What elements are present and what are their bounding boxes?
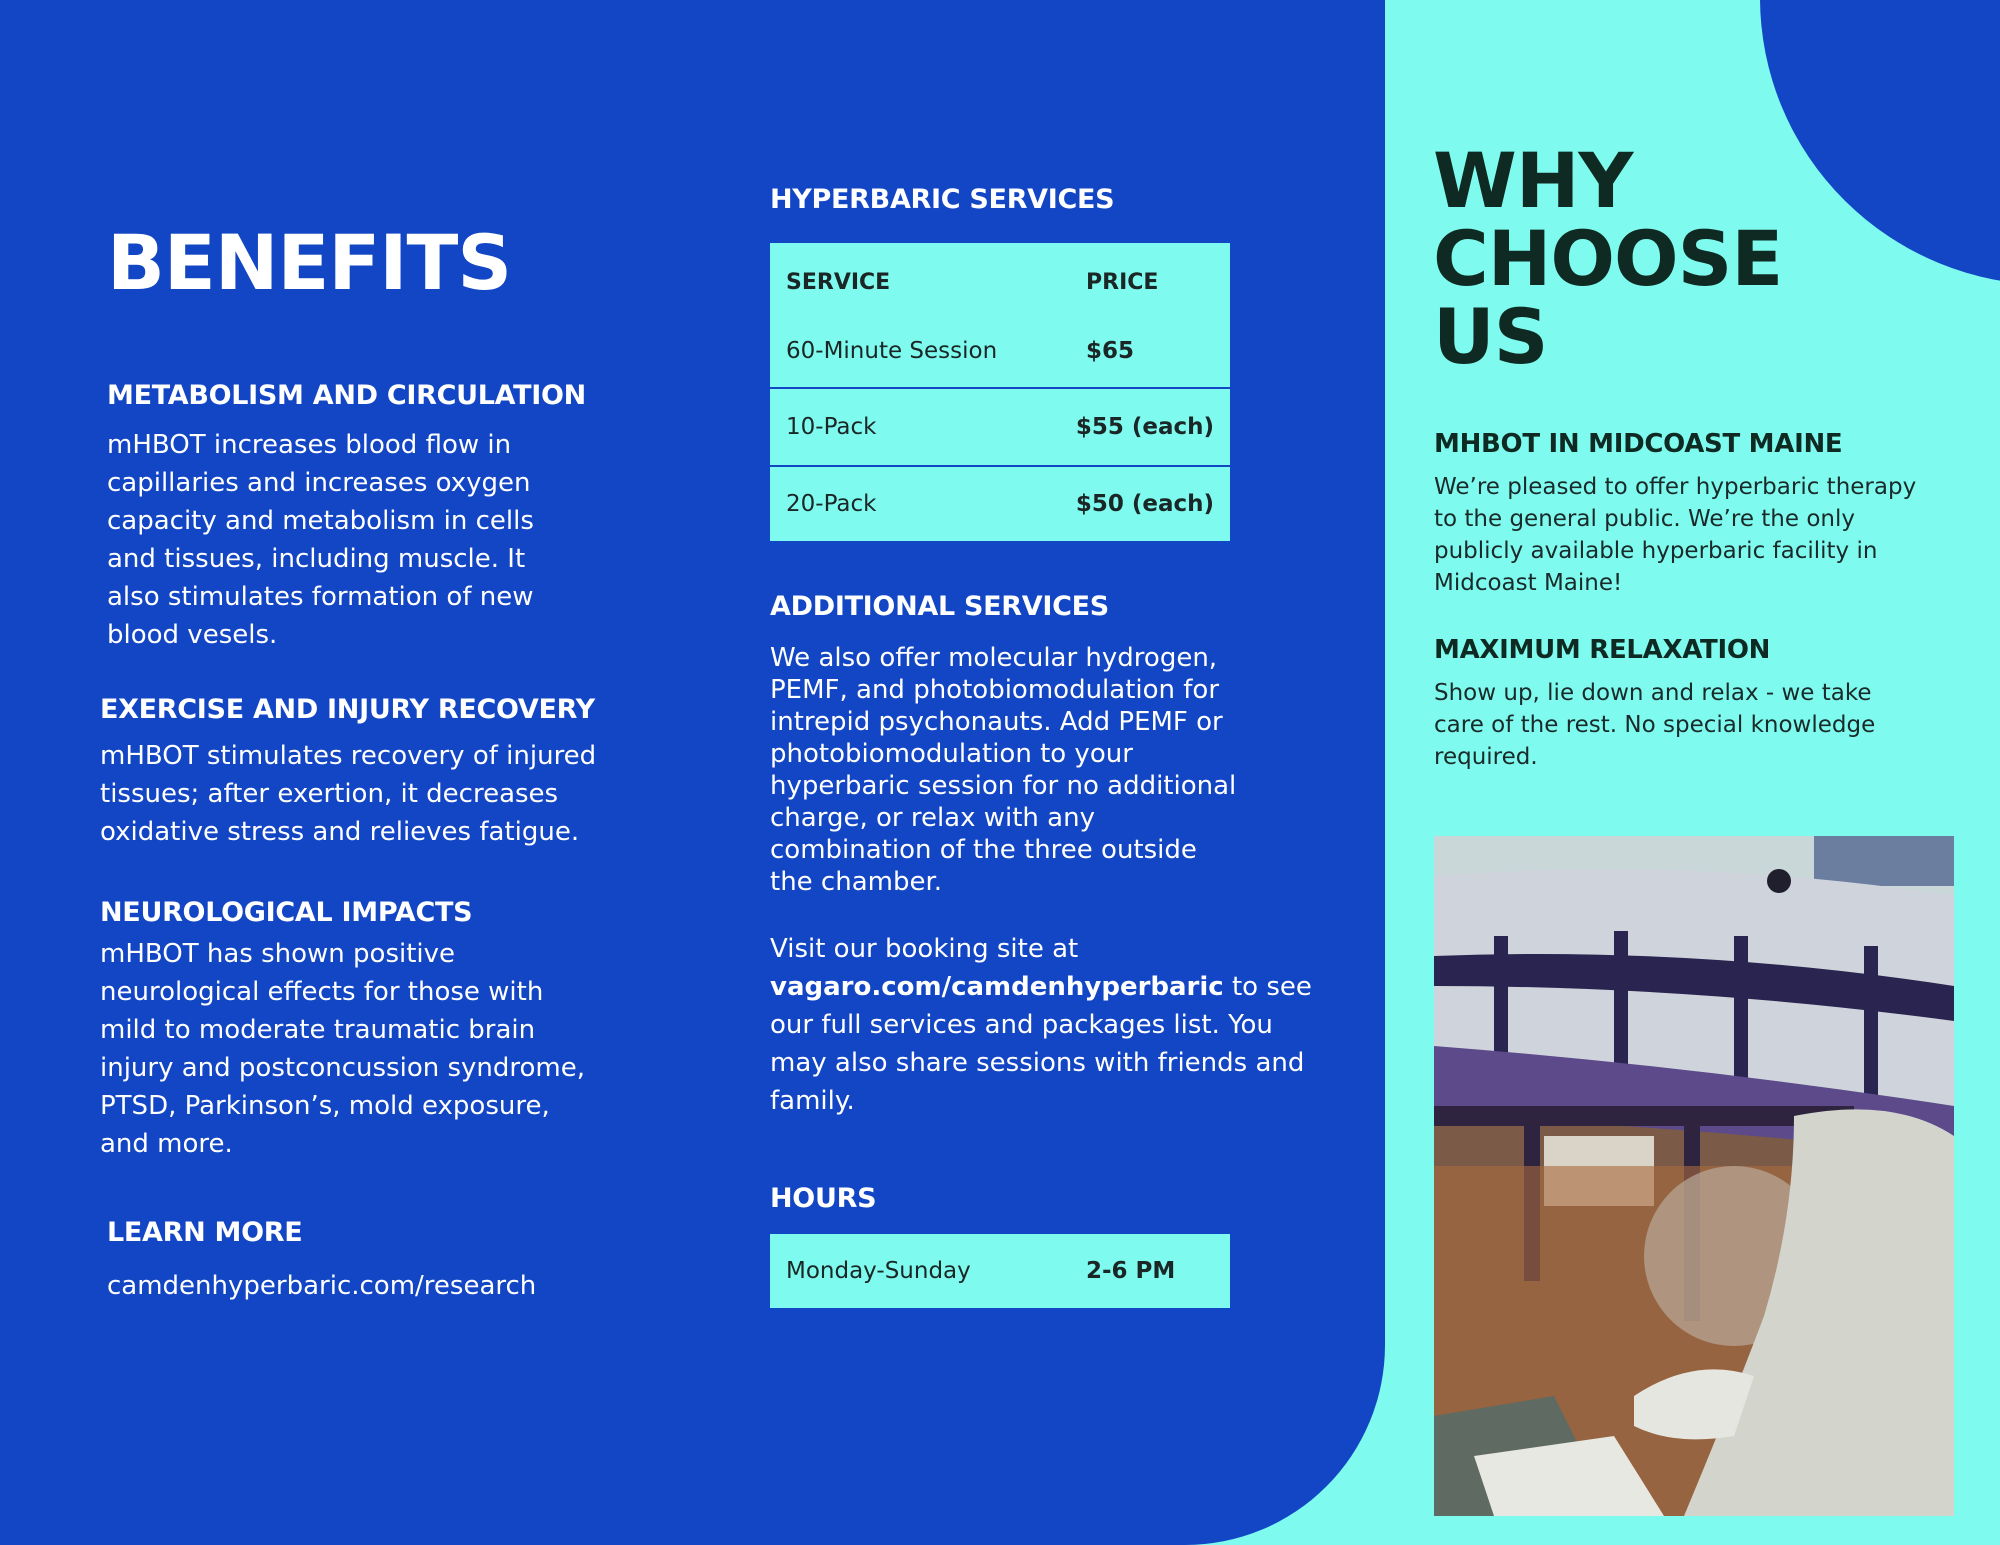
hours-heading: HOURS [770, 1183, 877, 1214]
additional-services-heading: ADDITIONAL SERVICES [770, 591, 1109, 622]
table-header-row [770, 243, 1230, 321]
service-price: $65 [1086, 338, 1135, 364]
neurological-body: mHBOT has shown positive neurological effects for those with mild to moderate traumatic brain injury and postconcussion syndrome, PTSD, Parkinson’s, mold exposure, and more. [100, 939, 586, 1159]
why-choose-us-title: WHY CHOOSE US [1433, 136, 1783, 381]
neurological-heading: NEUROLOGICAL IMPACTS [100, 897, 473, 928]
hours-time: 2-6 PM [1086, 1258, 1176, 1284]
service-name: 60-Minute Session [786, 338, 998, 364]
service-price: $55 (each) [1075, 414, 1214, 440]
relaxation-heading: MAXIMUM RELAXATION [1434, 635, 1771, 665]
service-column-header: SERVICE [786, 269, 891, 295]
relaxation-body: Show up, lie down and relax - we take care of the rest. No special knowledge required. [1434, 680, 1876, 770]
booking-paragraph [770, 930, 1330, 1120]
booking-prefix: Visit our booking site at [770, 934, 1079, 964]
services-price-table [770, 243, 1230, 541]
service-name: 20-Pack [786, 491, 877, 517]
hyperbaric-chamber-photo [1434, 836, 1954, 1516]
metabolism-heading: METABOLISM AND CIRCULATION [107, 380, 586, 411]
chamber-photo-icon [1434, 836, 1954, 1516]
table-row [770, 387, 1230, 465]
learn-more-heading: LEARN MORE [107, 1217, 303, 1248]
hours-row [770, 1234, 1230, 1308]
table-row [770, 465, 1230, 541]
benefits-title: BENEFITS [107, 218, 512, 307]
hyperbaric-services-heading: HYPERBARIC SERVICES [770, 184, 1115, 215]
additional-services-body: We also offer molecular hydrogen, PEMF, and photobiomodulation for intrepid psychonauts. Add PEMF or photobiomodulation to your hyperbaric session for no additional charge, or relax with any combination of the three outside the chamber. [770, 643, 1237, 897]
booking-link[interactable]: vagaro.com/camdenhyperbaric [770, 972, 1224, 1002]
service-price: $50 (each) [1075, 491, 1214, 517]
service-name: 10-Pack [786, 414, 877, 440]
hours-days: Monday-Sunday [786, 1258, 971, 1284]
research-link[interactable]: camdenhyperbaric.com/research [107, 1271, 537, 1301]
midcoast-heading: MHBOT IN MIDCOAST MAINE [1434, 429, 1843, 459]
metabolism-body: mHBOT increases blood flow in capillaries and increases oxygen capacity and metabolism in cells and tissues, including muscle. It also stimulates formation of new blood vesels. [107, 430, 534, 650]
hours-table [770, 1234, 1230, 1308]
booking-suffix: to see our full services and packages list. You may also share sessions with friends and family. [770, 972, 1312, 1116]
midcoast-body: We’re pleased to offer hyperbaric therapy to the general public. We’re the only publicly available hyperbaric facility in Midcoast Maine! [1434, 474, 1917, 596]
price-column-header: PRICE [1086, 269, 1159, 295]
exercise-heading: EXERCISE AND INJURY RECOVERY [100, 694, 595, 725]
exercise-body: mHBOT stimulates recovery of injured tissues; after exertion, it decreases oxidative stress and relieves fatigue. [100, 741, 597, 847]
table-row [770, 315, 1230, 387]
